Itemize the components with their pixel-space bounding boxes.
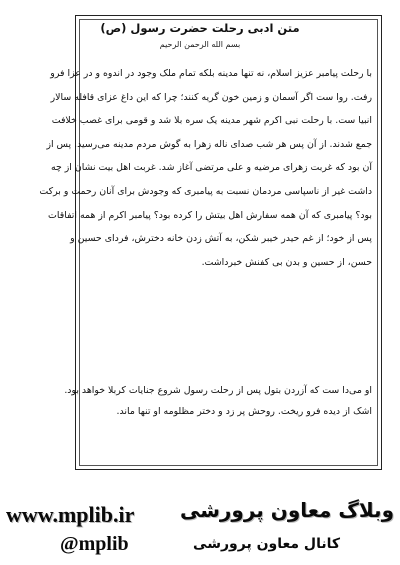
paragraph-1	[39, 62, 376, 274]
paragraph-2	[64, 380, 376, 422]
channel-handle[interactable]: @mplib	[60, 533, 129, 555]
text-line: او می‌دا ست که آزردن بتول پس از رحلت رسول شروع جنایات کربلا خواهد بود.	[64, 385, 372, 396]
document-title: متن ادبی رحلت حضرت رسول (ص)	[100, 21, 300, 35]
text-line: جمع شدند. از آن پس هر شب صدای ناله زهرا به گوش مردم مدینه می‌رسید. پس از	[46, 138, 372, 150]
text-line: انبیا ست. با رحلت نبی اکرم شهر مدینه یک سره بلا شد و قومی برای غصب خلافت	[51, 115, 372, 127]
text-line: داشت غیر از ناسپاسی مردمان نسبت به پیامبری که وجودش برای آنان رحمت و برکت	[39, 185, 372, 197]
text-line: بود؟ پیامبری که آن همه سفارش اهل بیتش را کرده بود؟ پیامبر اکرم از همه اتفاقات	[48, 209, 372, 221]
weblog-title: وبلاگ معاون پرورشی	[179, 498, 394, 522]
text-line: آن بود که غربت زهرای مرضیه و علی مرتضی آغاز شد. غربت اهل بیت نشان از چه	[50, 162, 372, 174]
site-url[interactable]: www.mplib.ir	[6, 502, 135, 527]
text-line: حسن، از حسین و بدن بی کفنش خبرداشت.	[201, 256, 372, 268]
channel-label: کانال معاون پرورشی	[193, 536, 340, 552]
footer-banner	[0, 472, 400, 565]
text-line: اشک از دیده فرو ریخت. روحش پر زد و دختر مظلومه او تنها ماند.	[116, 406, 372, 417]
text-line: رفت. روا ست اگر آسمان و زمین خون گریه کنند؛ چرا که این داغ عزای قافله سالار	[50, 91, 372, 103]
text-line: با رحلت پیامبر عزیز اسلام، نه تنها مدینه بلکه تمام ملک وجود در اندوه و در عزا فرو	[50, 68, 372, 79]
text-line: پس از خود؛ از غم حیدر خیبر شکن، به آتش زدن خانه دخترش، فردای حسین و	[70, 233, 372, 245]
basmala: بسم الله الرحمن الرحیم	[159, 40, 241, 49]
